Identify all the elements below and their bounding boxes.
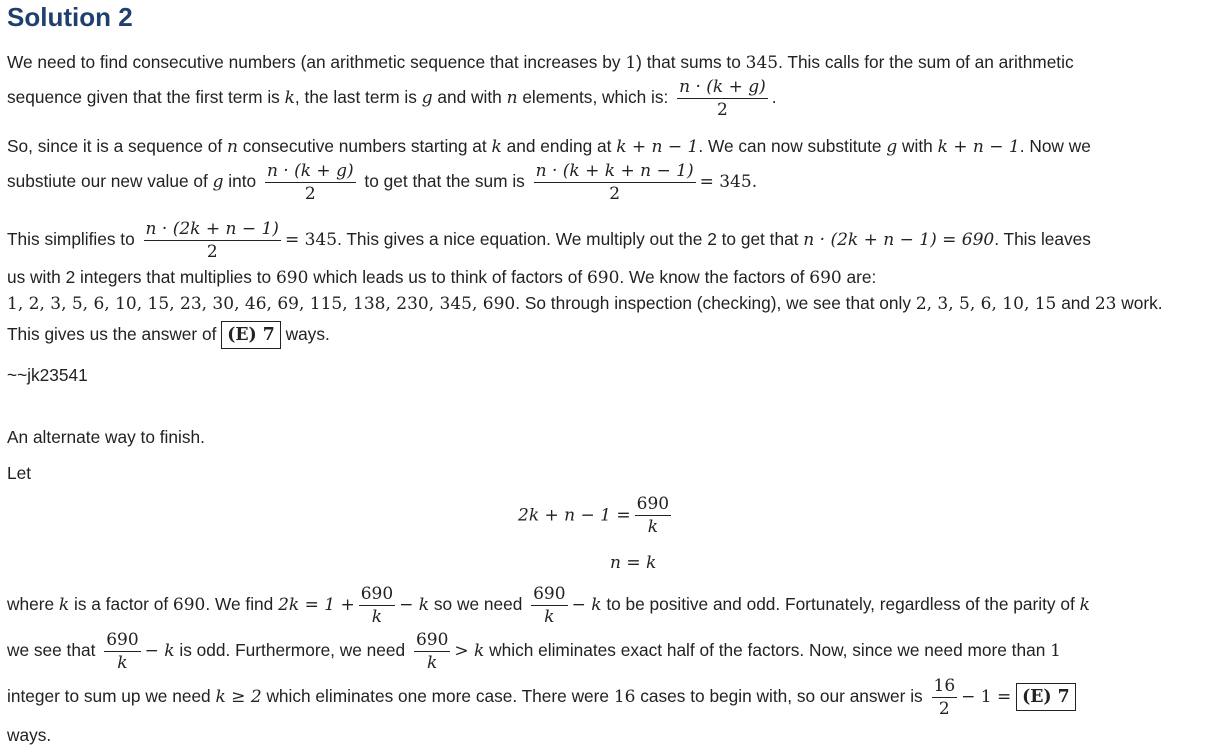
p3-line3 — [7, 291, 1163, 316]
numerator: n · (k + k + n − 1) — [535, 161, 694, 181]
math: = 345 — [284, 230, 338, 251]
display-equation-2: n = k — [610, 553, 657, 573]
text: . So through inspection (checking), we see that only — [515, 293, 916, 313]
text: substiute our new value of — [7, 171, 213, 192]
signature: ~~jk23541 — [7, 365, 88, 385]
numerator: 690 — [415, 630, 449, 650]
text: and — [1056, 293, 1095, 313]
denominator: k — [427, 653, 438, 673]
text: is a factor of — [69, 594, 173, 615]
display-equation-1 — [518, 493, 675, 538]
text: We need to find consecutive numbers (an arithmetic sequence that increases by — [7, 52, 626, 72]
denominator: 2 — [938, 699, 950, 719]
math: k — [58, 595, 70, 616]
math: n — [506, 88, 518, 109]
math: k — [1079, 595, 1090, 616]
text: to be positive and odd. Fortunately, regardless of the parity of — [601, 594, 1080, 615]
alt-line1 — [7, 583, 1090, 628]
fraction — [635, 493, 671, 538]
text: work. — [1116, 293, 1163, 313]
numerator: n · (2k + n − 1) — [145, 219, 279, 239]
math: 2, 3, 5, 6, 10, 15 — [915, 294, 1057, 314]
text: we see that — [7, 640, 101, 661]
answer-text: (E) 7 — [1022, 687, 1070, 708]
denominator: 2 — [609, 184, 621, 204]
fraction — [359, 583, 395, 628]
math: n · (2k + n − 1) = 690 — [803, 230, 995, 251]
text: into — [223, 171, 261, 192]
math: 690 — [586, 268, 620, 288]
text: where — [7, 594, 59, 615]
math: 690 — [809, 268, 842, 288]
answer-text: (E) 7 — [227, 325, 275, 345]
text: . This leaves — [994, 229, 1091, 250]
text: elements, which is: — [517, 87, 674, 108]
fraction — [414, 629, 450, 674]
text: is odd. Furthermore, we need — [174, 640, 410, 661]
math: 16 — [613, 687, 636, 708]
text: . This calls for the sum of an arithmetic — [778, 52, 1074, 72]
alt-line2 — [7, 629, 1061, 674]
text: . We can now substitute — [698, 136, 887, 156]
p1-line2 — [7, 76, 777, 121]
numerator: 690 — [106, 630, 139, 650]
denominator: k — [647, 517, 659, 537]
fraction — [265, 160, 356, 205]
fraction — [144, 218, 281, 263]
math: g — [886, 137, 898, 157]
alt-let: Let — [7, 463, 32, 483]
text: . This gives a nice equation. We multiply out the 2 to get that — [337, 229, 804, 250]
p1-line1 — [7, 50, 1074, 75]
text: . We know the factors of — [619, 267, 810, 287]
math: − k — [399, 595, 430, 616]
math: k + n − 1 — [616, 137, 699, 157]
numerator: 690 — [636, 494, 670, 514]
math: = 345. — [699, 172, 758, 193]
text: consecutive numbers starting at — [237, 136, 492, 156]
math: g — [212, 172, 224, 193]
math: − k — [571, 595, 602, 616]
text: This gives us the answer of — [7, 324, 222, 344]
alt-line4: ways. — [7, 725, 52, 745]
page-title: Solution 2 — [7, 2, 133, 32]
p3-line2 — [7, 265, 876, 290]
text: which eliminates exact half of the factors. Now, since we need more than — [484, 640, 1051, 661]
numerator: 16 — [933, 676, 956, 696]
math: 690 — [172, 595, 206, 616]
text: ) that sums to — [636, 52, 746, 72]
text: are: — [841, 267, 877, 287]
p2-line2 — [7, 160, 757, 205]
text: to get that the sum is — [359, 171, 530, 192]
text: This simplifies to — [7, 229, 140, 250]
denominator: 2 — [717, 100, 728, 120]
text: so we need — [429, 594, 528, 615]
math: k — [284, 88, 295, 109]
math: 1 — [1050, 641, 1061, 662]
text: . We find — [205, 594, 279, 615]
denominator: 2 — [304, 184, 316, 204]
math: > k — [454, 641, 485, 662]
text: ways. — [280, 324, 330, 344]
denominator: k — [371, 607, 383, 627]
text: sequence given that the first term is — [7, 87, 285, 108]
fraction — [932, 675, 958, 720]
math: 2k + n − 1 = — [518, 505, 631, 526]
factors-list: 1, 2, 3, 5, 6, 10, 15, 23, 30, 46, 69, 115, 138, 230, 345, 690 — [7, 294, 516, 314]
text: with — [897, 136, 938, 156]
math: 345 — [745, 53, 779, 73]
math: k — [491, 137, 502, 157]
math: k ≥ 2 — [215, 687, 262, 708]
fraction — [104, 629, 140, 674]
answer-box — [221, 321, 281, 349]
text: and ending at — [501, 136, 617, 156]
numerator: 690 — [360, 584, 394, 604]
p3-line4 — [7, 321, 330, 349]
denominator: k — [544, 607, 555, 627]
math: − 1 = — [961, 687, 1012, 708]
fraction — [534, 160, 696, 205]
p3-line1 — [7, 218, 1091, 263]
numerator: 690 — [533, 584, 566, 604]
math: n — [226, 137, 238, 157]
math: g — [421, 88, 433, 109]
fraction — [531, 583, 567, 628]
numerator: n · (k + g) — [679, 77, 766, 97]
math: 2k = 1 + — [278, 595, 355, 616]
text: . — [771, 87, 777, 108]
text: , the last term is — [294, 87, 422, 108]
denominator: k — [117, 653, 128, 673]
math: 1 — [625, 53, 637, 73]
alt-line3 — [7, 675, 1076, 720]
fraction — [677, 76, 768, 121]
math: 23 — [1094, 294, 1117, 314]
math: k + n − 1 — [937, 137, 1020, 157]
text: . Now we — [1019, 136, 1091, 156]
text: So, since it is a sequence of — [7, 136, 227, 156]
answer-box — [1016, 683, 1076, 711]
text: which eliminates one more case. There were — [261, 686, 614, 707]
math: − k — [144, 641, 175, 662]
text: which leads us to think of factors of — [308, 267, 587, 287]
math: 690 — [275, 268, 309, 288]
denominator: 2 — [206, 242, 218, 262]
p2-line1 — [7, 134, 1091, 159]
alt-intro: An alternate way to finish. — [7, 427, 205, 447]
numerator: n · (k + g) — [266, 161, 354, 181]
text: cases to begin with, so our answer is — [635, 686, 928, 707]
text: us with 2 integers that multiplies to — [7, 267, 276, 287]
text: integer to sum up we need — [7, 686, 216, 707]
text: and with — [432, 87, 507, 108]
